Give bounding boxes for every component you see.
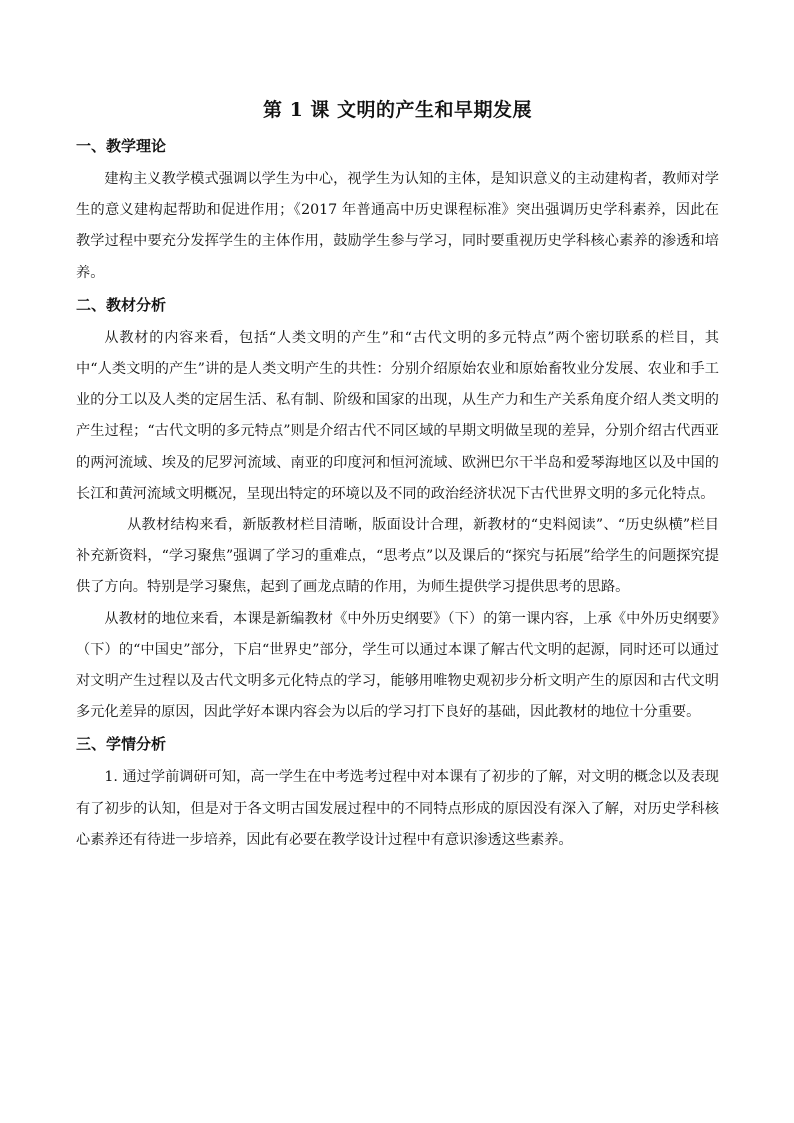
paragraph: 从教材的地位来看，本课是新编教材《中外历史纲要》（下）的第一课内容，上承《中外历史纲要》（下）的“中国史”部分，下启“世界史”部分，学生可以通过本课了解古代文明的起源，同时还可以通过对文明产生过程以及古代文明多元化特点的学习，能够用唯物史观初步分析文明产生的原因和古代文明多元化差异的原因，因此学好本课内容会为以后的学习打下良好的基础，因此教材的地位十分重要。 [76, 610, 719, 721]
section-student-analysis [76, 732, 719, 856]
document-title: 第 1 课 文明的产生和早期发展 [262, 99, 533, 121]
paragraph: 1. 通过学前调研可知，高一学生在中考选考过程中对本课有了初步的了解，对文明的概念以及表现有了初步的认知，但是对于各文明古国发展过程中的不同特点形成的原因没有深入了解，对历史学科核心素养还有待进一步培养，因此有必要在教学设计过程中有意识渗透这些素养。 [76, 769, 719, 848]
section-textbook-analysis [76, 293, 719, 729]
document-page [76, 96, 719, 856]
section-heading: 一、教学理论 [76, 137, 167, 155]
section-teaching-theory [76, 134, 719, 289]
section-heading: 二、教材分析 [76, 295, 167, 314]
paragraph: 从教材的内容来看，包括“人类文明的产生”和“古代文明的多元特点”两个密切联系的栏目，其中“人类文明的产生”讲的是人类文明产生的共性：分别介绍原始农业和原始畜牧业分发展、农业和手工业的分工以及人类的定居生活、私有制、阶级和国家的出现，从生产力和生产关系角度介绍人类文明的产生过程；“古代文明的多元特点”则是介绍古代不同区域的早期文明做呈现的差异，分别介绍古代西亚的两河流域、埃及的尼罗河流域、南亚的印度河和恒河流域、欧洲巴尔干半岛和爱琴海地区以及中国的长江和黄河流域文明概况，呈现出特定的环境以及不同的政治经济状况下古代世界文明的多元化特点。 [76, 329, 719, 502]
section-heading: 三、学情分析 [76, 735, 167, 754]
paragraph: 从教材结构来看，新版教材栏目清晰，版面设计合理，新教材的“史料阅读”、“历史纵横”栏目补充新资料，“学习聚焦”强调了学习的重难点，“思考点”以及课后的“探究与拓展”给学生的问题探究提供了方向。特别是学习聚焦，起到了画龙点睛的作用，为师生提供学习提供思考的思路。 [76, 517, 719, 596]
paragraph: 建构主义教学模式强调以学生为中心，视学生为认知的主体，是知识意义的主动建构者，教师对学生的意义建构起帮助和促进作用；《2017 年普通高中历史课程标准》突出强调历史学科素养，因此在教学过程中要充分发挥学生的主体作用，鼓励学生参与学习，同时要重视历史学科核心素养的渗透和培养。 [76, 171, 719, 281]
